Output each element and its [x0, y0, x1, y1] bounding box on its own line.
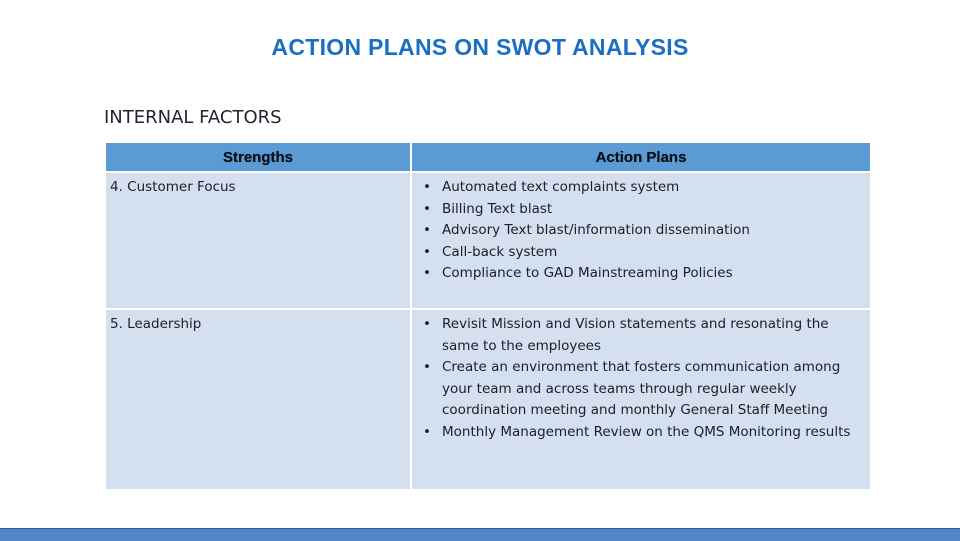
action-plans-list	[418, 177, 860, 285]
list-item	[418, 263, 860, 285]
bullet-icon: •	[423, 316, 431, 332]
action-plans-cell	[412, 310, 870, 489]
strength-cell: 5. Leadership	[106, 310, 410, 489]
bullet-icon: •	[423, 200, 431, 217]
header-action-plans: Action Plans	[412, 143, 870, 171]
list-item	[418, 422, 860, 444]
bullet-icon: •	[423, 179, 431, 195]
bullet-icon: •	[423, 222, 431, 239]
list-item	[418, 199, 860, 221]
slide-title: ACTION PLANS ON SWOT ANALYSIS	[271, 34, 689, 60]
footer-bar	[0, 528, 960, 541]
section-heading: INTERNAL FACTORS	[104, 107, 282, 128]
action-plans-list	[418, 314, 860, 444]
plan-text: Automated text complaints system	[442, 179, 680, 195]
plan-text: Revisit Mission and Vision statements and resonating the same to the employees	[442, 316, 829, 354]
bullet-icon: •	[423, 243, 431, 260]
table-row	[106, 173, 870, 308]
plan-text: Advisory Text blast/information dissemination	[442, 222, 750, 239]
table-header-row	[106, 143, 870, 171]
list-item	[418, 220, 860, 242]
swot-action-table	[104, 141, 872, 491]
plan-text: Billing Text blast	[442, 200, 553, 217]
action-plans-cell	[412, 173, 870, 308]
bullet-icon: •	[423, 359, 431, 376]
plan-text: Monthly Management Review on the QMS Monitoring results	[442, 423, 851, 440]
list-item	[418, 242, 860, 264]
list-item	[418, 357, 860, 422]
plan-text: Create an environment that fosters communication among your team and across teams through regular weekly coordination meeting and monthly General Staff Meeting	[442, 359, 841, 419]
bullet-icon: •	[423, 265, 431, 282]
table-row	[106, 310, 870, 489]
strength-cell: 4. Customer Focus	[106, 173, 410, 308]
plan-text: Call-back system	[442, 243, 558, 260]
list-item	[418, 177, 860, 199]
plan-text: Compliance to GAD Mainstreaming Policies	[442, 265, 733, 282]
bullet-icon: •	[423, 423, 431, 440]
header-strengths: Strengths	[106, 143, 410, 171]
list-item	[418, 314, 860, 357]
